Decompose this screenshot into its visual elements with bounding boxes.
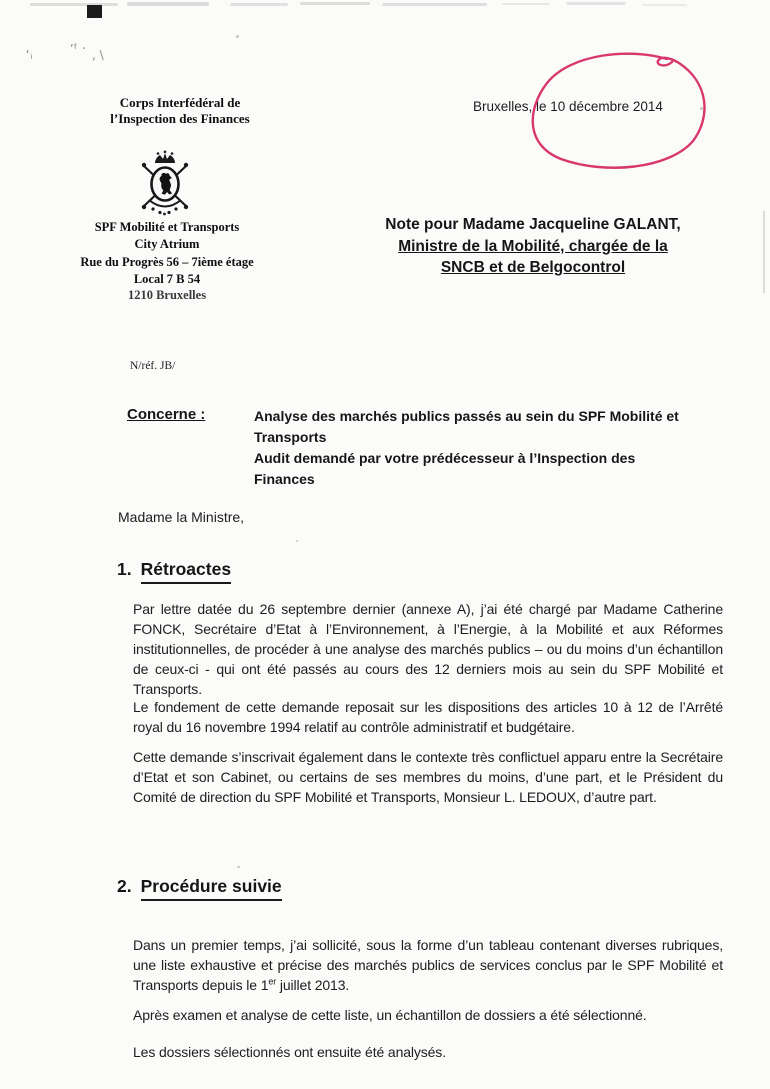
scan-speck: [237, 866, 240, 868]
scan-streak: [502, 3, 550, 5]
sender-org: [70, 95, 290, 127]
sender-org-line: Corps Interfédéral de: [119, 95, 241, 110]
address-cutoff-line: 1210 Bruxelles: [127, 288, 207, 302]
subject-line: Transports: [254, 429, 327, 445]
scan-speck: [236, 35, 239, 38]
scan-vertical-line: [763, 211, 765, 293]
body-paragraph-4: [133, 935, 723, 995]
subject-lines: [254, 406, 734, 490]
body-paragraph-3: Cette demande s’inscrivait également dans le contexte très conflictuel apparu entre la Secrétaire d’Etat et son Cabinet, ou certains de ses membres du moins, d’une part, et le Président du Comité de direction du SPF Mobilité et Transports, Monsieur L. LEDOUX, d’autre part.: [133, 749, 723, 805]
address-line: Rue du Progrès 56 – 7ième étage: [80, 254, 254, 269]
scan-mark-square: [87, 5, 102, 18]
superscript-ordinal: er: [268, 976, 277, 987]
pencil-mark: , \: [92, 48, 104, 62]
recipient-line-1: Note pour Madame Jacqueline GALANT,: [385, 216, 681, 233]
subject-row: [127, 406, 734, 490]
pencil-mark: ʼᶠ ·: [69, 41, 87, 58]
subject-label: Concerne :: [127, 406, 206, 423]
scan-streak: [642, 4, 687, 6]
scan-streak: [127, 2, 209, 6]
section-2-heading: [117, 876, 282, 901]
pencil-mark: ʻᵢ: [25, 47, 34, 64]
sender-org-line: l’Inspection des Finances: [110, 111, 250, 126]
section-title: Rétroactes: [141, 559, 231, 584]
body-paragraph-5: Après examen et analyse de cette liste, un échantillon de dossiers a été sélectionné.: [133, 1007, 647, 1023]
paragraph-text: juillet 2013.: [276, 977, 350, 993]
body-paragraph-1: Par lettre datée du 26 septembre dernier (annexe A), j’ai été chargé par Madame Catherine FONCK, Secrétaire d’Etat à l’Environnement, à l’Energie, à la Mobilité et aux Réformes institutionnelles, de procéder à une analyse des marchés publics – ou du moins d’un échantillon de ceux-ci - qui ont été passés au cours des 12 derniers mois au sein du SPF Mobilité et Transports.: [133, 601, 723, 697]
sender-address: [42, 219, 292, 288]
recipient-block: [347, 214, 719, 279]
paragraph-text: Dans un premier temps, j’ai sollicité, sous la forme d’un tableau contenant diverses rubriques, une liste exhaustive et précise des marchés publics de services conclus par le SPF Mobilité et Transports depuis le 1: [133, 937, 723, 993]
body-paragraph-6: Les dossiers sélectionnés ont ensuite été analysés.: [133, 1044, 446, 1060]
section-number: 1.: [117, 559, 132, 579]
scan-streak: [230, 3, 288, 6]
scan-streak: [566, 2, 626, 5]
recipient-line-2: Ministre de la Mobilité, chargée de la: [398, 237, 668, 255]
salutation: Madame la Ministre,: [118, 509, 245, 525]
section-1-heading: [117, 559, 231, 584]
section-title: Procédure suivie: [141, 876, 282, 901]
scan-streak: [382, 3, 487, 6]
scan-streak: [30, 3, 118, 6]
belgian-coat-of-arms-icon: [136, 150, 194, 216]
address-line: Local 7 B 54: [133, 271, 201, 286]
address-line: City Atrium: [134, 237, 200, 252]
recipient-line-3: SNCB et de Belgocontrol: [440, 259, 626, 276]
handwritten-circle-annotation: [519, 49, 713, 173]
address-line: SPF Mobilité et Transports: [94, 220, 240, 234]
scan-streak: [300, 2, 370, 5]
body-paragraph-2: Le fondement de cette demande reposait sur les dispositions des articles 10 à 12 de l’Arrêté royal du 16 novembre 1994 relatif au contrôle administratif et budgétaire.: [133, 699, 723, 735]
subject-line: Finances: [254, 471, 315, 487]
scan-speck: [296, 540, 298, 542]
subject-line: Audit demandé par votre prédécesseur à l’Inspection des: [254, 450, 636, 466]
dateline: Bruxelles, le 10 décembre 2014: [473, 99, 663, 114]
section-number: 2.: [117, 876, 132, 896]
subject-line: Analyse des marchés publics passés au sein du SPF Mobilité et: [254, 408, 679, 424]
reference-number: N/réf. JB/: [130, 360, 176, 372]
